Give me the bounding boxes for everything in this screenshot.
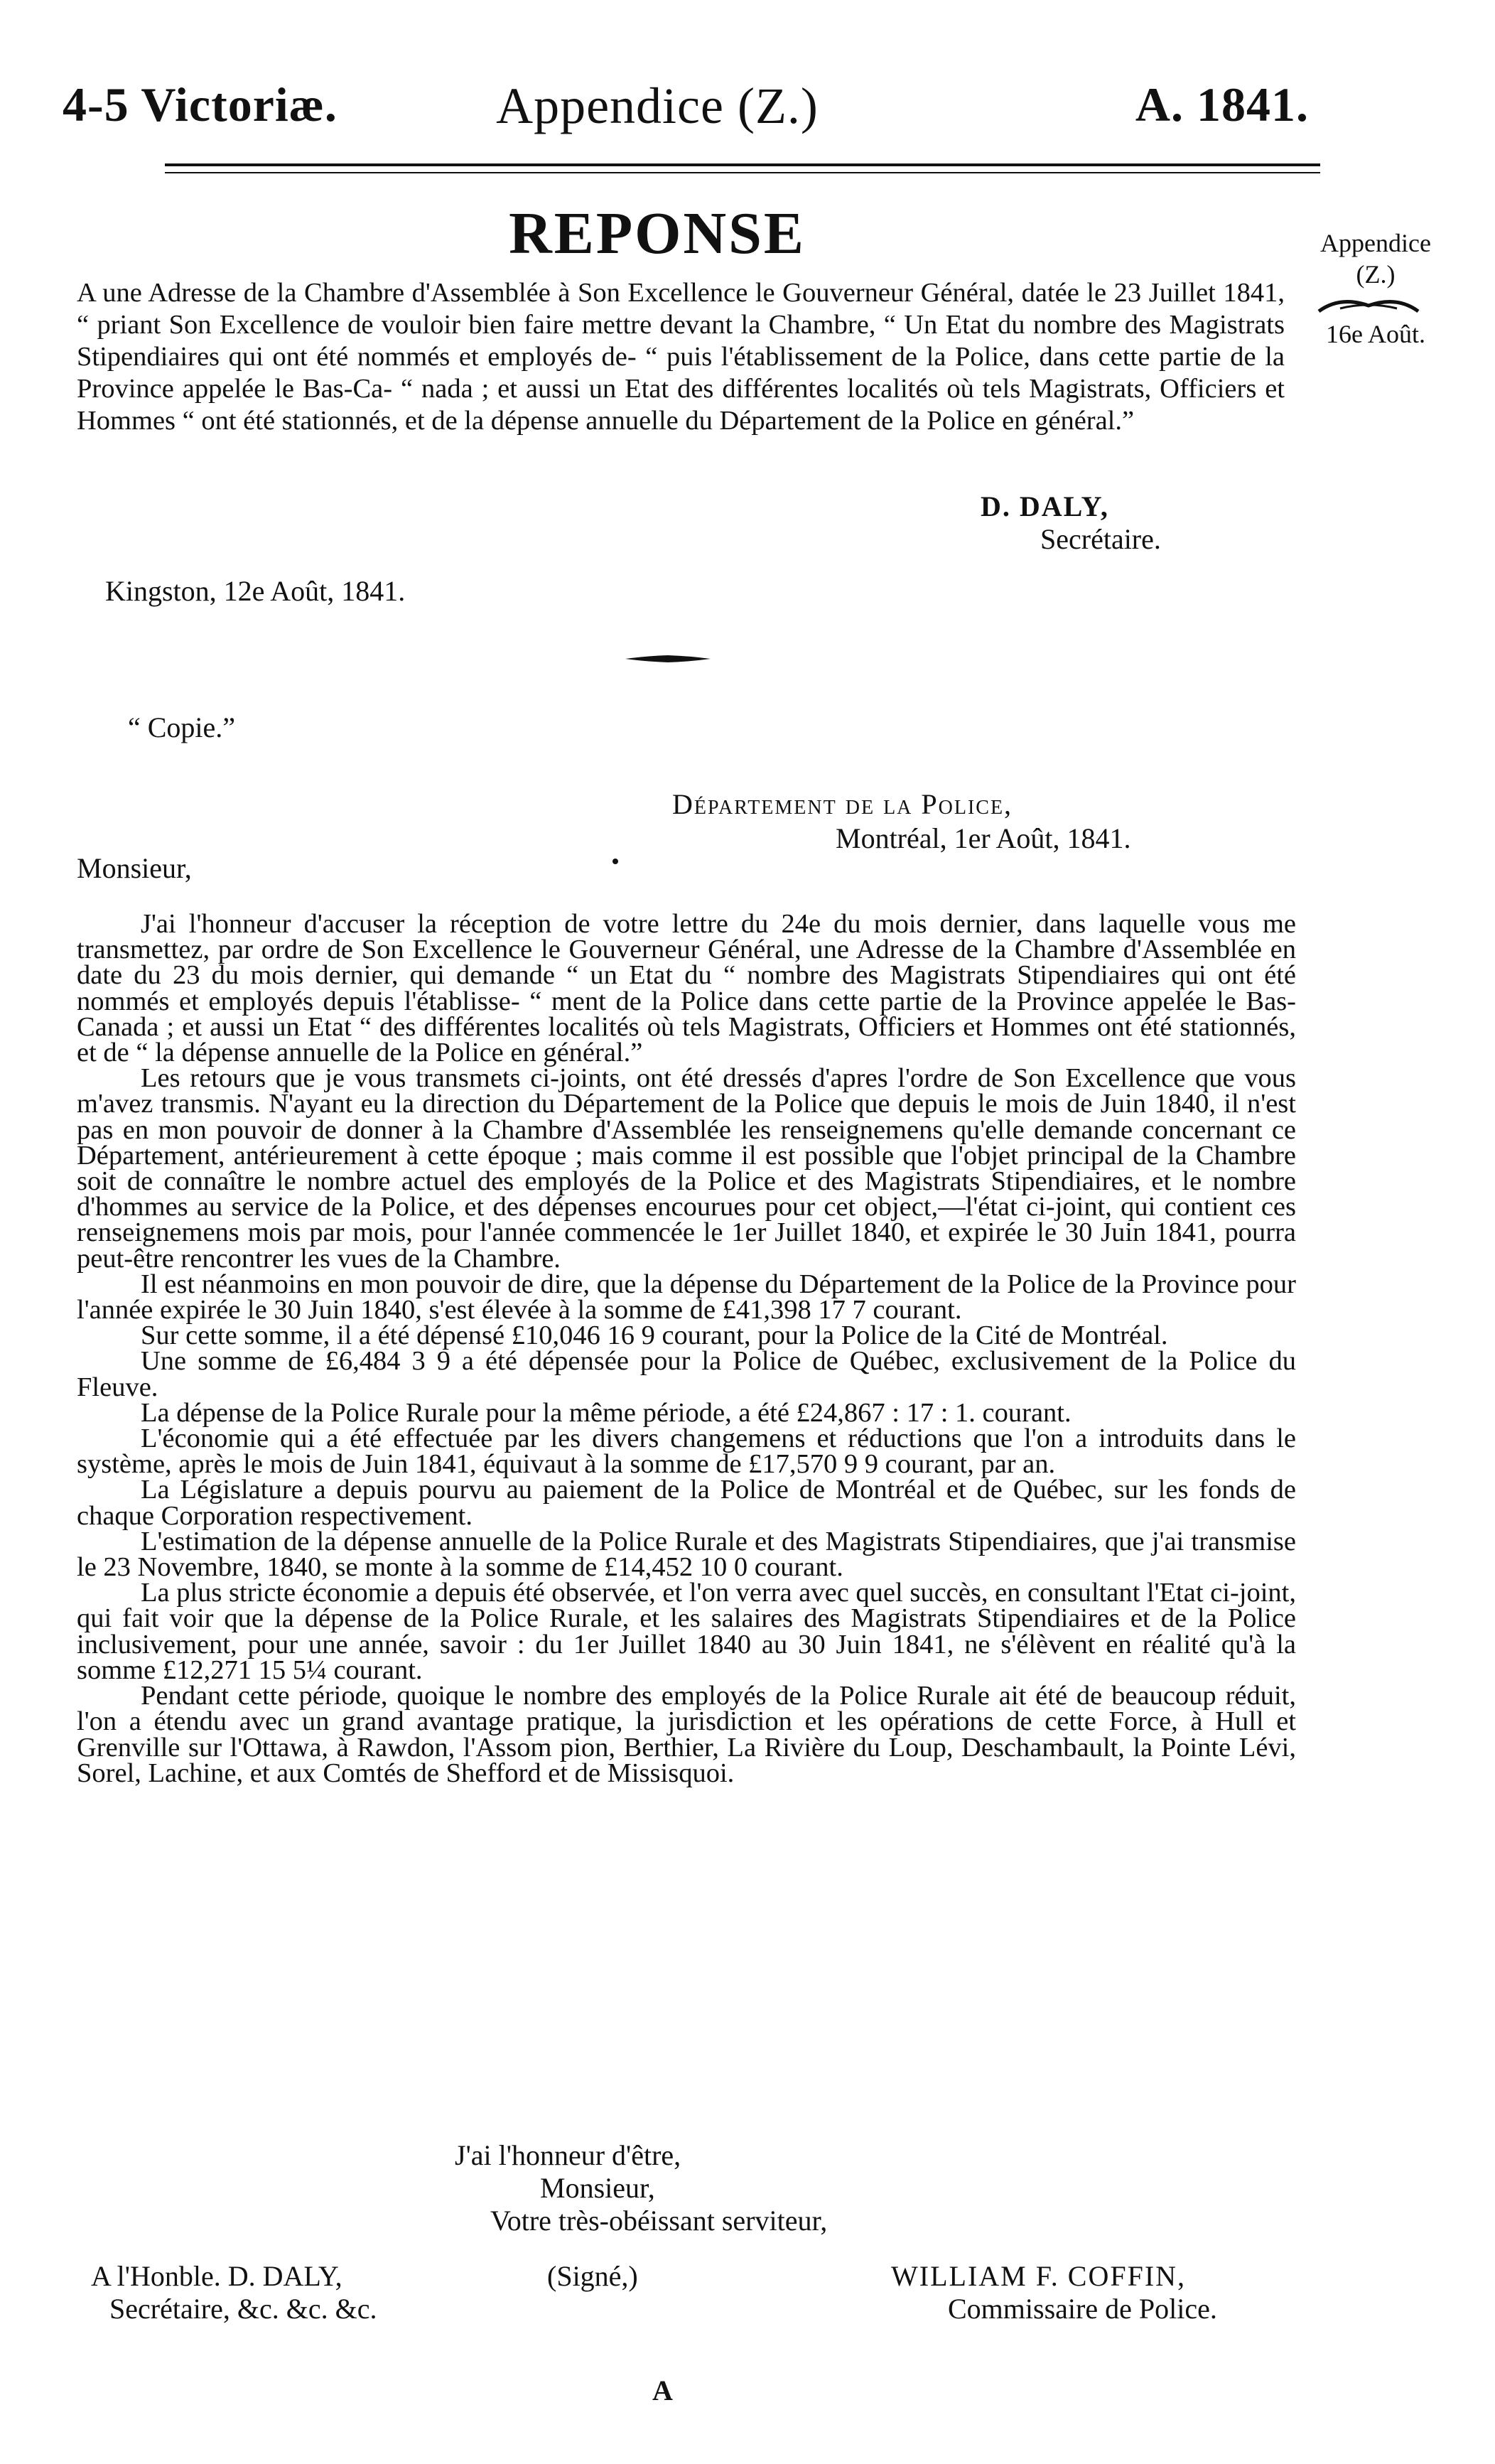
margin-note-appendix: Appendice (1320, 229, 1431, 257)
header-appendix: Appendice (Z.) (496, 77, 819, 134)
body-paragraph-10: La plus stricte économie a depuis été observée, et l'on verra avec quel succès, en consultant l'Etat ci-joint, qui fait voir que la dépense de la Police Rurale, et les salaires des Magistrats Stipendiaires et de la Police inclusivement, pour une année, savoir : du 1er Juillet 1840 au 30 Juin 1841, ne s'élèvent en réalité qu'à la somme £12,271 15 5¼ courant. (77, 1578, 1296, 1685)
addressee-title: Secrétaire, &c. &c. &c. (109, 2293, 377, 2325)
body-paragraph-5: Une somme de £6,484 3 9 a été dépensée pour la Police de Québec, exclusivement de la Police du Fleuve. (77, 1346, 1296, 1402)
addressee (91, 2260, 377, 2325)
closing-line-1: J'ai l'honneur d'être, (455, 2139, 681, 2171)
header-session: 4-5 Victoriæ. (63, 77, 338, 131)
signature-daly (981, 490, 1161, 556)
signed-label: (Signé,) (547, 2260, 638, 2292)
intro-paragraph (77, 277, 1285, 437)
divider-ornament-icon (625, 654, 711, 664)
signature-name: D. DALY, (981, 490, 1109, 522)
header-rule-thin (165, 172, 1320, 173)
flourish-icon (1312, 290, 1425, 318)
margin-note-date: 16e Août. (1326, 320, 1425, 348)
closing-line-2: Monsieur, (540, 2172, 655, 2204)
department-name: Département de la Police, (672, 788, 1013, 820)
ink-dot (612, 859, 618, 864)
margin-note-letter: (Z.) (1356, 260, 1396, 289)
signatory (891, 2260, 1217, 2325)
margin-note (1312, 227, 1440, 350)
salutation: Monsieur, (77, 852, 192, 884)
body-paragraph-4: Sur cette somme, il a été dépensé £10,046 16 9 courant, pour la Police de la Cité de Montréal. (141, 1320, 1168, 1351)
body-paragraph-6: La dépense de la Police Rurale pour la même période, a été £24,867 : 17 : 1. courant. (141, 1397, 1072, 1428)
department-address (672, 787, 1131, 856)
body-paragraph-7: L'économie qui a été effectuée par les divers changemens et réductions que l'on a introduits dans le système, après le mois de Juin 1841, équivaut à la somme de £17,570 9 9 courant, par an. (77, 1424, 1296, 1480)
header-year: A. 1841. (1135, 77, 1309, 131)
copy-label: “ Copie.” (128, 711, 236, 743)
letter-body (77, 911, 1296, 1786)
body-paragraph-11: Pendant cette période, quoique le nombre des employés de la Police Rurale ait été de beaucoup réduit, l'on a étendu avec un grand avantage pratique, la jurisdiction et les opérations de cette Force, à Hull et Grenville sur l'Ottawa, à Rawdon, l'Assom pion, Berthier, La Rivière du Loup, Deschambault, la Pointe Lévi, Sorel, Lachine, et aux Comtés de Shefford et de Missisquoi. (77, 1681, 1296, 1788)
intro-text: A une Adresse de la Chambre d'Assemblée à Son Excellence le Gouverneur Général, datée le 23 Juillet 1841, “ priant Son Excellence de vouloir bien faire mettre devant la Chambre, “ Un Etat du nombre des Magistrats Stipendiaires qui ont été nommés et employés de- “ puis l'établissement de la Police, dans cette partie de la Province appelée le Bas-Ca- “ nada ; et aussi un Etat des différentes localités où tels Magistrats, Officiers et Hommes “ ont été stationnés, et de la dépense annuelle du Département de la Police en général.” (77, 278, 1285, 436)
signature-role: Secrétaire. (1040, 523, 1161, 555)
body-paragraph-3: Il est néanmoins en mon pouvoir de dire, que la dépense du Département de la Police de la Province pour l'année expirée le 30 Juin 1840, s'est élevée à la somme de £41,398 17 7 courant. (77, 1269, 1296, 1325)
signatory-role: Commissaire de Police. (948, 2293, 1217, 2325)
place-date: Kingston, 12e Août, 1841. (105, 575, 406, 607)
body-paragraph-1: J'ai l'honneur d'accuser la réception de votre lettre du 24e du mois dernier, dans laquelle vous me transmettez, par ordre de Son Excellence le Gouverneur Général, une Adresse de la Chambre d'Assemblée en date du 23 du mois dernier, qui demande “ un Etat du “ nombre des Magistrats Stipendiaires qui ont été nommés et employés depuis l'établisse- “ ment de la Police dans cette partie de la Province appelée le Bas-Canada ; et aussi un Etat “ des différentes localités où tels Magistrats, Officiers et Hommes ont été stationnés, et de “ la dépense annuelle de la Police en général.” (77, 909, 1296, 1068)
signatory-name: WILLIAM F. COFFIN, (891, 2260, 1187, 2292)
addressee-name: A l'Honble. D. DALY, (91, 2260, 342, 2292)
body-paragraph-2: Les retours que je vous transmets ci-joints, ont été dressés d'apres l'ordre de Son Excellence que vous m'avez transmis. N'ayant eu la direction du Département de la Police que depuis le mois de Juin 1840, il n'est pas en mon pouvoir de donner à la Chambre d'Assemblée les renseignemens qu'elle demande concernant ce Département, antérieurement à cette époque ; mais comme il est possible que l'objet principal de la Chambre soit de connaître le nombre actuel des employés de la Police et des Magistrats Stipendiaires, et le nombre d'hommes au service de la Police, et des dépenses encourues pour cet object,—l'état ci-joint, qui contient ces renseignemens mois par mois, pour l'année commencée le 1er Juillet 1840, et expirée le 30 Juin 1841, pourra peut-être rencontrer les vues de la Chambre. (77, 1063, 1296, 1274)
closing-line-3: Votre très-obéissant serviteur, (490, 2205, 828, 2237)
department-date: Montréal, 1er Août, 1841. (836, 822, 1131, 854)
body-paragraph-9: L'estimation de la dépense annuelle de la Police Rurale et des Magistrats Stipendiaires, que j'ai transmise le 23 Novembre, 1840, se monte à la somme de £14,452 10 0 courant. (77, 1526, 1296, 1583)
page-title: REPONSE (509, 200, 806, 267)
header-rule-thick (165, 163, 1320, 166)
body-paragraph-8: La Législature a depuis pourvu au paiement de la Police de Montréal et de Québec, sur les fonds de chaque Corporation respectivement. (77, 1475, 1296, 1531)
sheet-signature-mark: A (652, 2374, 673, 2406)
